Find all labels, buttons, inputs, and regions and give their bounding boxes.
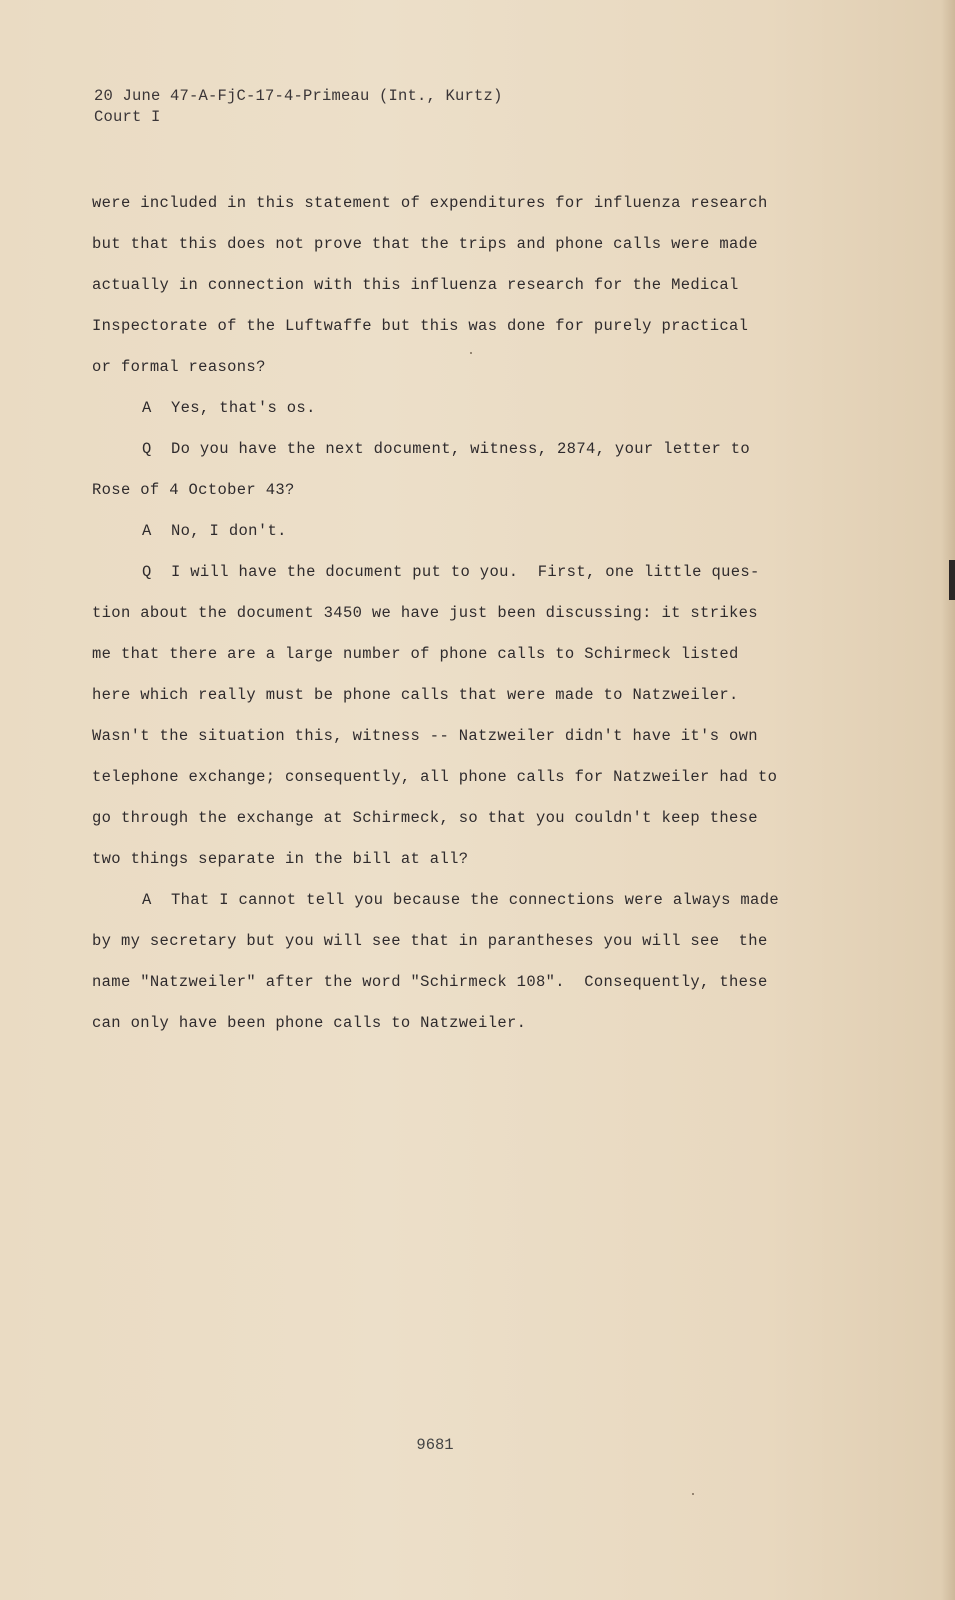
transcript-line: tion about the document 3450 we have just been discussing: it strikes <box>92 604 758 622</box>
transcript-line: name "Natzweiler" after the word "Schirmeck 108". Consequently, these <box>92 973 768 991</box>
header-court-line: Court I <box>94 108 161 126</box>
transcript-line: A That I cannot tell you because the connections were always made <box>142 891 779 909</box>
page-edge-shadow <box>941 0 955 1600</box>
document-header <box>94 86 503 128</box>
transcript-line: by my secretary but you will see that in parantheses you will see the <box>92 932 768 950</box>
transcript-line: actually in connection with this influenza research for the Medical <box>92 276 739 294</box>
transcript-line: two things separate in the bill at all? <box>92 850 469 868</box>
header-session-line: 20 June 47-A-FjC-17-4-Primeau (Int., Kurtz) <box>94 87 503 105</box>
transcript-line: Q Do you have the next document, witness, 2874, your letter to <box>142 440 751 458</box>
transcript-body <box>92 183 832 1044</box>
transcript-line: but that this does not prove that the trips and phone calls were made <box>92 235 758 253</box>
transcript-line: me that there are a large number of phone calls to Schirmeck listed <box>92 645 739 663</box>
transcript-line: can only have been phone calls to Natzweiler. <box>92 1014 527 1032</box>
transcript-line: Wasn't the situation this, witness -- Natzweiler didn't have it's own <box>92 727 758 745</box>
paper-fleck <box>692 1493 694 1495</box>
transcript-line: go through the exchange at Schirmeck, so that you couldn't keep these <box>92 809 758 827</box>
transcript-line: Rose of 4 October 43? <box>92 481 295 499</box>
transcript-line: were included in this statement of expenditures for influenza research <box>92 194 768 212</box>
transcript-line: or formal reasons? <box>92 358 266 376</box>
transcript-line: Q I will have the document put to you. First, one little ques- <box>142 563 760 581</box>
binding-mark <box>949 560 955 600</box>
transcript-line: telephone exchange; consequently, all phone calls for Natzweiler had to <box>92 768 778 786</box>
paper-fleck <box>470 352 472 354</box>
transcript-line: A No, I don't. <box>142 522 287 540</box>
transcript-line: Inspectorate of the Luftwaffe but this was done for purely practical <box>92 317 749 335</box>
page-number: 9681 <box>416 1436 454 1454</box>
transcript-line: A Yes, that's os. <box>142 399 316 417</box>
transcript-line: here which really must be phone calls that were made to Natzweiler. <box>92 686 739 704</box>
